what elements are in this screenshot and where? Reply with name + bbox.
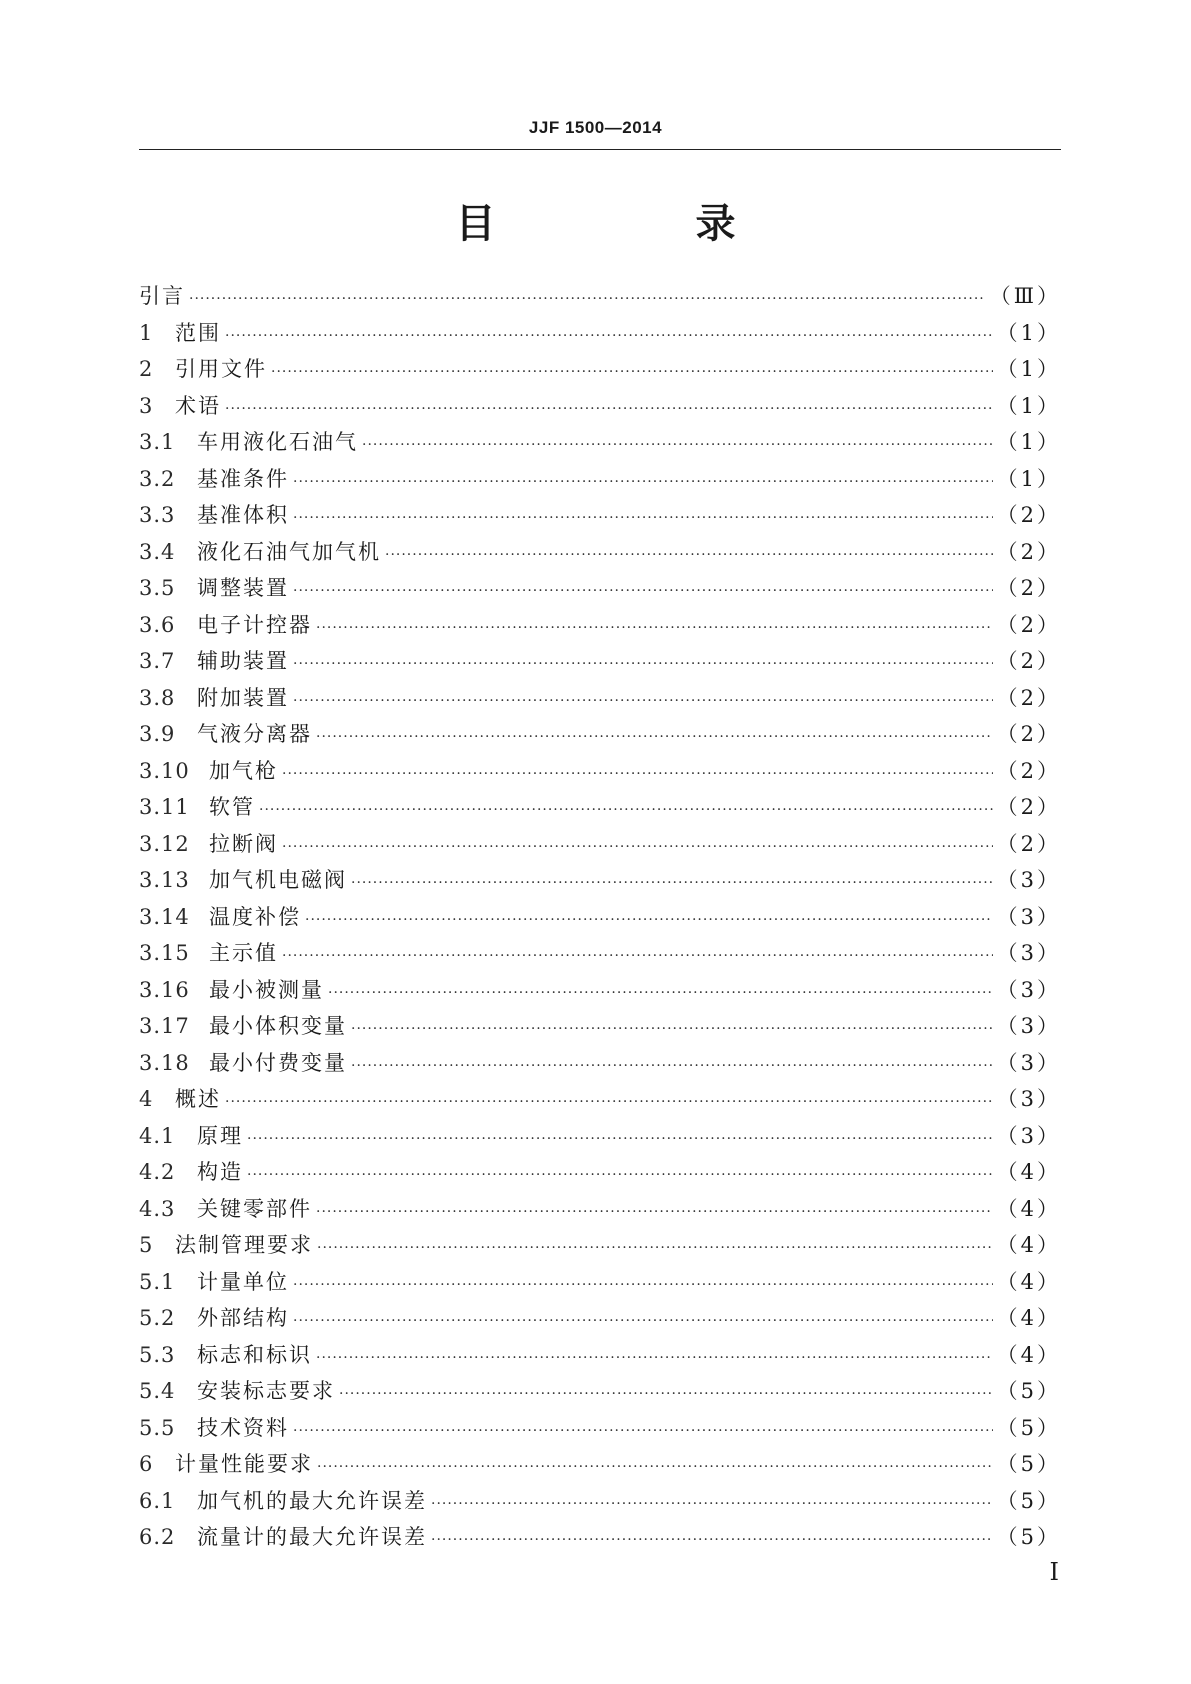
toc-dot-leader bbox=[293, 1267, 993, 1304]
toc-dot-leader bbox=[351, 865, 993, 902]
toc-entry[interactable] bbox=[139, 862, 1061, 899]
toc-entry-number: 4.2 bbox=[139, 1160, 176, 1184]
toc-entry-title: 电子计控器 bbox=[197, 612, 312, 637]
toc-entry-title: 引言 bbox=[139, 284, 185, 308]
toc-entry-label bbox=[139, 497, 289, 534]
toc-entry-page: （2） bbox=[996, 758, 1061, 783]
toc-entry-title: 概述 bbox=[175, 1087, 221, 1111]
toc-entry-number: 2 bbox=[139, 357, 154, 381]
toc-entry[interactable] bbox=[139, 1483, 1061, 1520]
toc-entry-page: （3） bbox=[996, 868, 1061, 892]
toc-entry-page: （3） bbox=[996, 1123, 1061, 1148]
toc-entry-page: （Ⅲ） bbox=[989, 284, 1061, 308]
toc-entry-number: 6 bbox=[139, 1452, 154, 1476]
toc-entry-page: （1） bbox=[996, 466, 1061, 491]
toc-dot-leader bbox=[282, 829, 993, 866]
toc-entry-label bbox=[139, 1045, 347, 1082]
toc-entry-title: 气液分离器 bbox=[197, 722, 312, 746]
toc-entry-number: 3.5 bbox=[139, 576, 176, 600]
toc-entry-number: 3.1 bbox=[139, 430, 176, 454]
toc-entry-page: （5） bbox=[996, 1415, 1061, 1440]
toc-entry-label bbox=[139, 607, 312, 644]
toc-entry-page: （2） bbox=[996, 539, 1061, 564]
toc-entry-label bbox=[139, 1483, 427, 1520]
toc-entry[interactable] bbox=[139, 1045, 1061, 1082]
toc-entry-number: 3.3 bbox=[139, 503, 176, 527]
toc-entry-title: 调整装置 bbox=[197, 576, 289, 600]
toc-dot-leader bbox=[189, 281, 986, 318]
toc-entry-page: （2） bbox=[996, 685, 1061, 710]
toc-entry-page: （4） bbox=[996, 1306, 1061, 1330]
toc-dot-leader bbox=[293, 464, 993, 501]
toc-entry-title: 最小体积变量 bbox=[209, 1014, 347, 1038]
toc-entry-page: （4） bbox=[996, 1196, 1061, 1221]
toc-entry[interactable] bbox=[139, 351, 1061, 388]
toc-entry-title: 计量性能要求 bbox=[175, 1452, 313, 1476]
toc-entry-number: 5.3 bbox=[139, 1342, 176, 1367]
toc-entry-title: 加气机电磁阀 bbox=[209, 868, 347, 892]
toc-entry-label bbox=[139, 534, 381, 571]
toc-entry-number: 5.1 bbox=[139, 1269, 176, 1294]
toc-dot-leader bbox=[317, 1230, 993, 1267]
toc-dot-leader bbox=[282, 756, 993, 793]
toc-entry[interactable] bbox=[139, 1337, 1061, 1374]
toc-entry-page: （3） bbox=[996, 904, 1061, 929]
toc-entry-number: 5 bbox=[139, 1233, 154, 1257]
toc-entry-page: （4） bbox=[996, 1269, 1061, 1294]
toc-entry[interactable] bbox=[139, 826, 1061, 863]
toc-entry-number: 3.11 bbox=[139, 795, 190, 819]
toc-dot-leader bbox=[293, 646, 993, 683]
toc-entry-label bbox=[139, 1008, 347, 1045]
toc-entry-number: 5.4 bbox=[139, 1379, 176, 1403]
toc-dot-leader bbox=[316, 1194, 993, 1231]
toc-entry[interactable] bbox=[139, 1081, 1061, 1118]
toc-entry-number: 6.2 bbox=[139, 1525, 176, 1549]
toc-entry-number: 1 bbox=[139, 320, 154, 345]
toc-entry-page: （4） bbox=[996, 1342, 1061, 1367]
toc-entry-page: （5） bbox=[996, 1488, 1061, 1513]
toc-entry-page: （2） bbox=[996, 576, 1061, 600]
header-rule bbox=[139, 149, 1061, 150]
toc-entry-title: 关键零部件 bbox=[197, 1196, 312, 1221]
toc-entry-label bbox=[139, 388, 221, 425]
toc-entry-page: （4） bbox=[996, 1233, 1061, 1257]
toc-dot-leader bbox=[317, 1449, 993, 1486]
toc-entry-label bbox=[139, 789, 255, 826]
toc-entry[interactable] bbox=[139, 570, 1061, 607]
toc-entry[interactable] bbox=[139, 1519, 1061, 1556]
toc-entry[interactable] bbox=[139, 388, 1061, 425]
toc-entry[interactable] bbox=[139, 278, 1061, 315]
toc-entry-number: 4 bbox=[139, 1087, 154, 1111]
toc-entry-page: （2） bbox=[996, 831, 1061, 856]
toc-entry-page: （3） bbox=[996, 977, 1061, 1002]
toc-entry-title: 拉断阀 bbox=[209, 831, 278, 856]
toc-entry[interactable] bbox=[139, 497, 1061, 534]
toc-entry-label bbox=[139, 315, 221, 352]
toc-entry-page: （5） bbox=[996, 1379, 1061, 1403]
toc-entry-title: 法制管理要求 bbox=[175, 1233, 313, 1257]
toc-entry-page: （2） bbox=[996, 612, 1061, 637]
toc-entry-number: 3.16 bbox=[139, 977, 190, 1002]
toc-entry-title: 构造 bbox=[197, 1160, 243, 1184]
toc-entry[interactable] bbox=[139, 534, 1061, 571]
toc-entry-title: 原理 bbox=[197, 1123, 243, 1148]
toc-dot-leader bbox=[293, 683, 993, 720]
toc-entry-number: 5.2 bbox=[139, 1306, 176, 1330]
toc-entry-title: 最小被测量 bbox=[209, 977, 324, 1002]
toc-entry[interactable] bbox=[139, 1264, 1061, 1301]
toc-dot-leader bbox=[362, 427, 993, 464]
toc-entry[interactable] bbox=[139, 1300, 1061, 1337]
toc-entry[interactable] bbox=[139, 1373, 1061, 1410]
toc-entry[interactable] bbox=[139, 680, 1061, 717]
toc-dot-leader bbox=[293, 1303, 993, 1340]
toc-entry-title: 范围 bbox=[175, 320, 221, 345]
toc-dot-leader bbox=[271, 354, 993, 391]
toc-entry-number: 4.1 bbox=[139, 1123, 176, 1148]
toc-entry[interactable] bbox=[139, 607, 1061, 644]
toc-entry-page: （3） bbox=[996, 1087, 1061, 1111]
table-of-contents bbox=[139, 278, 1061, 1556]
toc-entry-label bbox=[139, 1519, 427, 1556]
toc-entry-page: （2） bbox=[996, 795, 1061, 819]
toc-entry-title: 基准体积 bbox=[197, 503, 289, 527]
toc-entry-label bbox=[139, 1227, 313, 1264]
toc-entry-number: 5.5 bbox=[139, 1415, 176, 1440]
toc-entry-number: 3.12 bbox=[139, 831, 190, 856]
toc-entry[interactable] bbox=[139, 424, 1061, 461]
toc-entry-number: 4.3 bbox=[139, 1196, 176, 1221]
toc-entry-label bbox=[139, 935, 278, 972]
toc-dot-leader bbox=[316, 719, 993, 756]
toc-entry-label bbox=[139, 278, 185, 315]
toc-entry[interactable] bbox=[139, 972, 1061, 1009]
toc-entry-label bbox=[139, 1300, 289, 1337]
toc-entry-label bbox=[139, 899, 301, 936]
toc-dot-leader bbox=[225, 318, 993, 355]
toc-entry-page: （1） bbox=[996, 357, 1061, 381]
toc-entry[interactable] bbox=[139, 1008, 1061, 1045]
toc-entry-title: 加气机的最大允许误差 bbox=[197, 1488, 427, 1513]
toc-entry-number: 3.10 bbox=[139, 758, 190, 783]
toc-entry[interactable] bbox=[139, 1118, 1061, 1155]
toc-dot-leader bbox=[351, 1048, 993, 1085]
toc-entry-title: 计量单位 bbox=[197, 1269, 289, 1294]
toc-entry-title: 最小付费变量 bbox=[209, 1050, 347, 1075]
toc-entry[interactable] bbox=[139, 1154, 1061, 1191]
toc-entry-title: 软管 bbox=[209, 795, 255, 819]
toc-entry-label bbox=[139, 1154, 243, 1191]
toc-dot-leader bbox=[316, 1340, 993, 1377]
toc-entry-number: 3.18 bbox=[139, 1050, 190, 1075]
toc-entry[interactable] bbox=[139, 315, 1061, 352]
toc-entry-label bbox=[139, 1264, 289, 1301]
toc-dot-leader bbox=[339, 1376, 993, 1413]
toc-entry-title: 外部结构 bbox=[197, 1306, 289, 1330]
toc-entry[interactable] bbox=[139, 753, 1061, 790]
toc-entry[interactable] bbox=[139, 1191, 1061, 1228]
toc-dot-leader bbox=[293, 1413, 993, 1450]
toc-entry-label bbox=[139, 570, 289, 607]
page-number: Ⅰ bbox=[1049, 1558, 1059, 1586]
toc-entry-title: 主示值 bbox=[209, 941, 278, 965]
toc-entry-label bbox=[139, 351, 267, 388]
toc-entry[interactable] bbox=[139, 643, 1061, 680]
toc-dot-leader bbox=[305, 902, 993, 939]
toc-entry-label bbox=[139, 826, 278, 863]
toc-entry-number: 3.6 bbox=[139, 612, 176, 637]
toc-entry-title: 加气枪 bbox=[209, 758, 278, 783]
toc-dot-leader bbox=[293, 573, 993, 610]
toc-entry-number: 3.9 bbox=[139, 722, 176, 746]
toc-dot-leader bbox=[431, 1522, 993, 1559]
toc-entry-title: 流量计的最大允许误差 bbox=[197, 1525, 427, 1549]
toc-entry[interactable] bbox=[139, 461, 1061, 498]
toc-entry-number: 3.7 bbox=[139, 649, 176, 673]
toc-entry-title: 技术资料 bbox=[197, 1415, 289, 1440]
toc-entry[interactable] bbox=[139, 1227, 1061, 1264]
page-header-doc-code: JJF 1500—2014 bbox=[528, 118, 663, 137]
toc-entry-number: 3.8 bbox=[139, 685, 176, 710]
toc-entry-label bbox=[139, 1337, 312, 1374]
toc-entry[interactable] bbox=[139, 1410, 1061, 1447]
toc-entry-title: 安装标志要求 bbox=[197, 1379, 335, 1403]
toc-dot-leader bbox=[225, 1084, 993, 1121]
toc-entry-label bbox=[139, 1410, 289, 1447]
toc-entry-label bbox=[139, 972, 324, 1009]
toc-entry[interactable] bbox=[139, 716, 1061, 753]
toc-dot-leader bbox=[247, 1121, 993, 1158]
toc-entry-page: （4） bbox=[996, 1160, 1061, 1184]
toc-dot-leader bbox=[431, 1486, 993, 1523]
toc-entry-label bbox=[139, 862, 347, 899]
toc-entry-page: （1） bbox=[996, 430, 1061, 454]
toc-entry-page: （1） bbox=[996, 393, 1061, 418]
toc-entry-number: 6.1 bbox=[139, 1488, 176, 1513]
toc-dot-leader bbox=[225, 391, 993, 428]
toc-entry-title: 温度补偿 bbox=[209, 904, 301, 929]
toc-entry-label bbox=[139, 1081, 221, 1118]
toc-entry-title: 车用液化石油气 bbox=[197, 430, 358, 454]
toc-entry[interactable] bbox=[139, 1446, 1061, 1483]
toc-entry-page: （2） bbox=[996, 649, 1061, 673]
toc-entry-label bbox=[139, 1191, 312, 1228]
toc-entry-label bbox=[139, 753, 278, 790]
toc-entry-label bbox=[139, 643, 289, 680]
toc-entry-title: 液化石油气加气机 bbox=[197, 539, 381, 564]
toc-entry-page: （3） bbox=[996, 941, 1061, 965]
toc-dot-leader bbox=[351, 1011, 993, 1048]
toc-entry-label bbox=[139, 1446, 313, 1483]
toc-entry-label bbox=[139, 461, 289, 498]
toc-entry-number: 3.15 bbox=[139, 941, 190, 965]
toc-dot-leader bbox=[293, 500, 993, 537]
toc-entry-label bbox=[139, 680, 289, 717]
toc-entry-title: 引用文件 bbox=[175, 357, 267, 381]
toc-entry-page: （2） bbox=[996, 503, 1061, 527]
toc-dot-leader bbox=[385, 537, 993, 574]
toc-entry-page: （2） bbox=[996, 722, 1061, 746]
toc-entry-number: 3.14 bbox=[139, 904, 190, 929]
toc-entry-page: （5） bbox=[996, 1452, 1061, 1476]
toc-entry-title: 术语 bbox=[175, 393, 221, 418]
page-title: 目 录 bbox=[455, 201, 816, 247]
toc-entry-label bbox=[139, 424, 358, 461]
toc-dot-leader bbox=[328, 975, 993, 1012]
toc-entry-number: 3 bbox=[139, 393, 154, 418]
toc-dot-leader bbox=[247, 1157, 993, 1194]
toc-dot-leader bbox=[259, 792, 993, 829]
toc-entry-label bbox=[139, 1373, 335, 1410]
toc-entry-label bbox=[139, 716, 312, 753]
toc-entry[interactable] bbox=[139, 789, 1061, 826]
toc-dot-leader bbox=[282, 938, 993, 975]
toc-entry-page: （3） bbox=[996, 1050, 1061, 1075]
toc-entry-page: （5） bbox=[996, 1525, 1061, 1549]
toc-entry-title: 附加装置 bbox=[197, 685, 289, 710]
toc-entry-page: （1） bbox=[996, 320, 1061, 345]
toc-entry-title: 基准条件 bbox=[197, 466, 289, 491]
toc-entry-label bbox=[139, 1118, 243, 1155]
toc-dot-leader bbox=[316, 610, 993, 647]
toc-entry-page: （3） bbox=[996, 1014, 1061, 1038]
toc-entry-number: 3.2 bbox=[139, 466, 176, 491]
toc-entry[interactable] bbox=[139, 899, 1061, 936]
toc-entry[interactable] bbox=[139, 935, 1061, 972]
toc-entry-title: 辅助装置 bbox=[197, 649, 289, 673]
toc-entry-number: 3.13 bbox=[139, 868, 190, 892]
toc-entry-number: 3.17 bbox=[139, 1014, 190, 1038]
toc-entry-title: 标志和标识 bbox=[197, 1342, 312, 1367]
toc-entry-number: 3.4 bbox=[139, 539, 176, 564]
